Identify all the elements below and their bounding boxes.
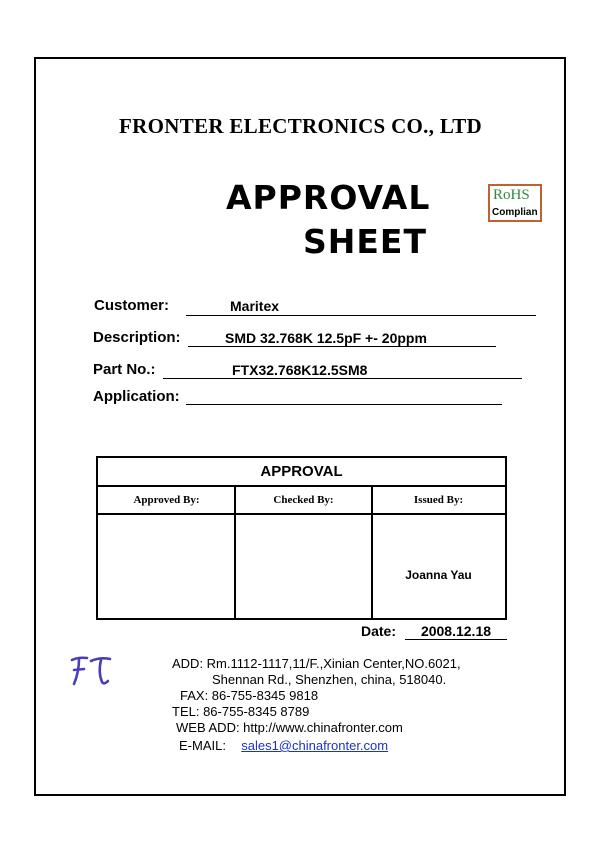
part-no-underline: [163, 378, 522, 379]
fax-line: FAX: 86-755-8345 9818: [180, 688, 319, 703]
approval-table-title: APPROVAL: [98, 458, 505, 487]
part-no-label: Part No.:: [93, 361, 156, 378]
customer-value: Maritex: [230, 298, 280, 314]
application-underline: [186, 404, 502, 405]
rohs-compliant-badge: [488, 184, 542, 222]
tel-line: TEL: 86-755-8345 8789: [172, 704, 310, 719]
part-no-value: FTX32.768K12.5SM8: [232, 362, 368, 378]
company-logo-icon: [68, 654, 114, 688]
document-title-line2: SHEET: [303, 222, 427, 261]
company-name: FRONTER ELECTRONICS CO., LTD: [119, 114, 482, 138]
description-value: SMD 32.768K 12.5pF +- 20ppm: [225, 330, 427, 346]
approval-table: [96, 456, 507, 620]
email-line: [179, 738, 388, 753]
rohs-label: RoHS: [493, 187, 530, 203]
address-line-2: Shennan Rd., Shenzhen, china, 518040.: [212, 672, 447, 687]
email-label: E-MAIL:: [179, 738, 226, 753]
table-divider: [234, 487, 236, 618]
web-address-line: WEB ADD: http://www.chinafronter.com: [176, 720, 403, 735]
customer-label: Customer:: [94, 297, 170, 314]
checked-by-header: Checked By:: [235, 487, 372, 515]
rohs-compliant-label: Complian: [492, 207, 538, 218]
date-value: 2008.12.18: [405, 623, 507, 640]
issued-by-signature: Joanna Yau: [405, 568, 472, 582]
application-label: Application:: [93, 388, 180, 405]
date-label: Date:: [361, 623, 397, 639]
email-link[interactable]: sales1@chinafronter.com: [241, 738, 389, 753]
document-title-line1: APPROVAL: [226, 178, 431, 217]
table-divider: [371, 487, 373, 618]
address-line-1: ADD: Rm.1112-1117,11/F.,Xinian Center,NO.6021,: [172, 656, 461, 671]
customer-underline: [186, 315, 536, 316]
description-underline: [188, 346, 496, 347]
approved-by-header: Approved By:: [98, 487, 235, 515]
issued-by-header: Issued By:: [372, 487, 505, 515]
description-label: Description:: [93, 329, 181, 346]
